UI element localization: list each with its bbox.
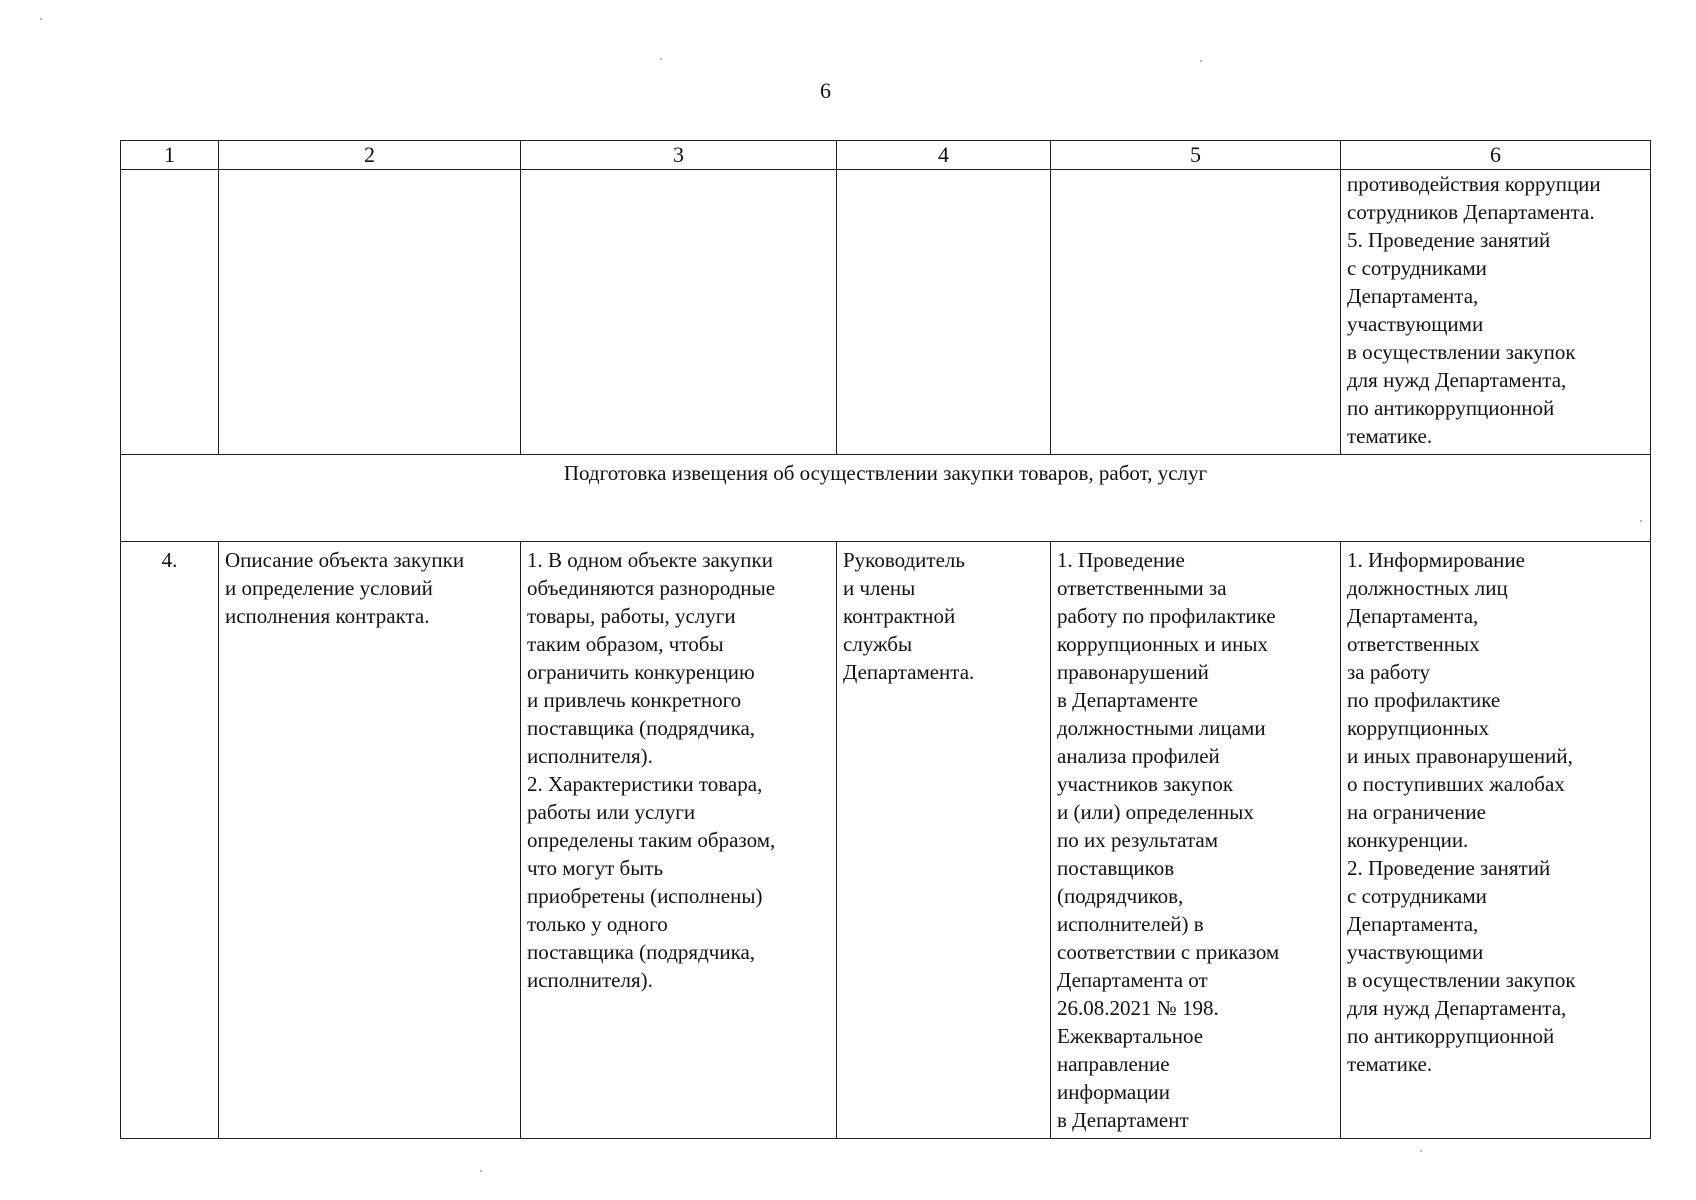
column-header-6: 6 (1341, 141, 1651, 170)
text-line: тематике. (1347, 1052, 1433, 1076)
text-line: и члены (843, 576, 916, 600)
text-line: работу по профилактике (1057, 604, 1276, 628)
text-line: правонарушений (1057, 660, 1209, 684)
text-line: 2. Характеристики товара, (527, 772, 763, 796)
text-line: 5. Проведение занятий (1347, 228, 1551, 252)
text-line: исполнителя). (527, 744, 653, 768)
text-line: соответствии с приказом (1057, 940, 1280, 964)
continuation-measures-cell (1341, 170, 1651, 455)
text-line: коррупционных (1347, 716, 1490, 740)
text-line: Департамента, (1347, 284, 1479, 308)
text-line: тематике. (1347, 424, 1433, 448)
scan-speck (40, 18, 42, 20)
column-header-1: 1 (121, 141, 219, 170)
text-line: направление (1057, 1052, 1170, 1076)
text-line: исполнения контракта. (225, 604, 430, 628)
text-line: службы (843, 632, 913, 656)
measures-table (120, 140, 1651, 1139)
text-line: Описание объекта закупки (225, 548, 465, 572)
scan-speck (660, 58, 662, 60)
text-line: только у одного (527, 912, 668, 936)
text-line: (подрядчиков, (1057, 884, 1184, 908)
text-line: Руководитель (843, 548, 965, 572)
text-line: в осуществлении закупок (1347, 968, 1576, 992)
cell-empty (1051, 170, 1341, 455)
scan-speck (1200, 60, 1202, 62)
text-line: 1. Проведение (1057, 548, 1185, 572)
text-line: должностными лицами (1057, 716, 1266, 740)
text-line: ограничить конкуренцию (527, 660, 755, 684)
table-row-continuation (121, 170, 1651, 455)
text-line: что могут быть (527, 856, 664, 880)
page-number: 6 (820, 78, 831, 103)
text-line: 26.08.2021 № 198. (1057, 996, 1219, 1020)
risk-area-cell (219, 542, 521, 1139)
text-line: исполнителей) в (1057, 912, 1204, 936)
text-line: объединяются разнородные (527, 576, 776, 600)
text-line: ответственных (1347, 632, 1480, 656)
text-line: поставщиков (1057, 856, 1175, 880)
text-line: Департамента от (1057, 968, 1208, 992)
text-line: приобретены (исполнены) (527, 884, 763, 908)
text-line: о поступивших жалобах (1347, 772, 1565, 796)
text-line: товары, работы, услуги (527, 604, 736, 628)
text-line: исполнителя). (527, 968, 653, 992)
risk-description-cell (521, 542, 837, 1139)
text-line: коррупционных и иных (1057, 632, 1268, 656)
prevention-measures-cell (1051, 542, 1341, 1139)
text-line: по антикоррупционной (1347, 396, 1555, 420)
text-line: по антикоррупционной (1347, 1024, 1555, 1048)
text-line: по профилактике (1347, 688, 1501, 712)
text-line: поставщика (подрядчика, (527, 716, 756, 740)
text-line: противодействия коррупции (1347, 172, 1601, 196)
scan-speck (1640, 520, 1642, 522)
column-header-2: 2 (219, 141, 521, 170)
text-line: участвующими (1347, 940, 1484, 964)
text-line: и иных правонарушений, (1347, 744, 1573, 768)
text-line: Департамента. (843, 660, 975, 684)
cell-empty (837, 170, 1051, 455)
section-title: Подготовка извещения об осуществлении закупки товаров, работ, услуг (121, 455, 1651, 542)
text-line: в осуществлении закупок (1347, 340, 1576, 364)
text-line: на ограничение (1347, 800, 1486, 824)
table-header-row (121, 141, 1651, 170)
row-number: 4. (121, 542, 219, 1139)
cell-empty (121, 170, 219, 455)
text-line: в Департаменте (1057, 688, 1198, 712)
text-line: информации (1057, 1080, 1170, 1104)
text-line: Департамента, (1347, 604, 1479, 628)
text-line: должностных лиц (1347, 576, 1508, 600)
text-line: поставщика (подрядчика, (527, 940, 756, 964)
text-line: в Департамент (1057, 1108, 1189, 1132)
text-line: определены таким образом, (527, 828, 776, 852)
scan-speck (480, 1170, 482, 1172)
text-line: 1. В одном объекте закупки (527, 548, 773, 572)
column-header-5: 5 (1051, 141, 1341, 170)
text-line: по их результатам (1057, 828, 1218, 852)
scan-speck (1420, 1150, 1422, 1152)
text-line: конкуренции. (1347, 828, 1469, 852)
minimization-measures-cell (1341, 542, 1651, 1139)
text-line: для нужд Департамента, (1347, 996, 1567, 1020)
text-line: с сотрудниками (1347, 256, 1487, 280)
text-line: 2. Проведение занятий (1347, 856, 1551, 880)
text-line: для нужд Департамента, (1347, 368, 1567, 392)
text-line: с сотрудниками (1347, 884, 1487, 908)
text-line: анализа профилей (1057, 744, 1220, 768)
text-line: Ежеквартальное (1057, 1024, 1204, 1048)
text-line: за работу (1347, 660, 1430, 684)
text-line: таким образом, чтобы (527, 632, 724, 656)
cell-empty (219, 170, 521, 455)
table-row (121, 542, 1651, 1139)
text-line: и (или) определенных (1057, 800, 1254, 824)
section-heading-row (121, 455, 1651, 542)
text-line: участвующими (1347, 312, 1484, 336)
responsible-cell (837, 542, 1051, 1139)
cell-empty (521, 170, 837, 455)
text-line: контрактной (843, 604, 956, 628)
text-line: участников закупок (1057, 772, 1234, 796)
text-line: и определение условий (225, 576, 433, 600)
column-header-4: 4 (837, 141, 1051, 170)
text-line: работы или услуги (527, 800, 696, 824)
column-header-3: 3 (521, 141, 837, 170)
text-line: ответственными за (1057, 576, 1227, 600)
text-line: сотрудников Департамента. (1347, 200, 1595, 224)
text-line: Департамента, (1347, 912, 1479, 936)
text-line: и привлечь конкретного (527, 688, 742, 712)
text-line: 1. Информирование (1347, 548, 1525, 572)
